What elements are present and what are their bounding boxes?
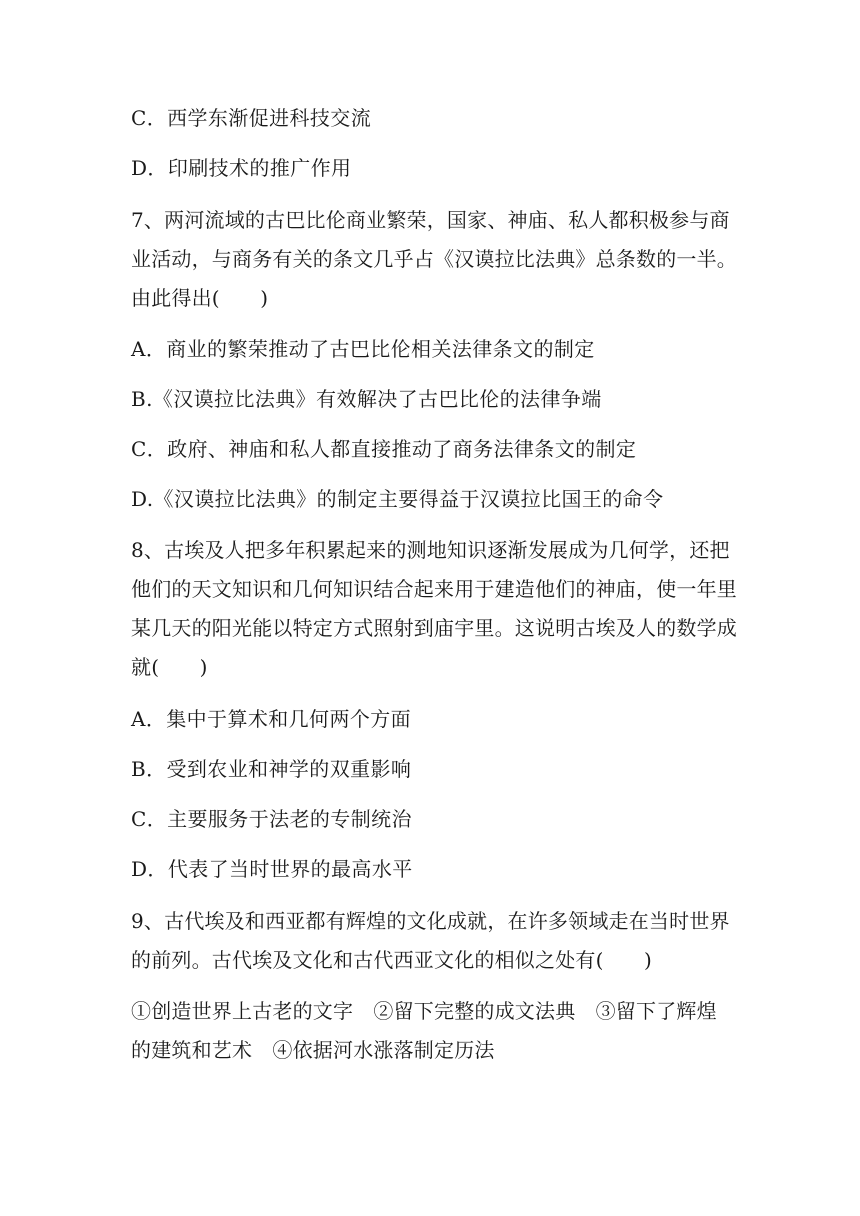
q8-option-c: C．主要服务于法老的专制统治 (131, 807, 412, 831)
q7-option-c: C．政府、神庙和私人都直接推动了商务法律条文的制定 (131, 437, 637, 461)
q9-items-line-1: ①创造世界上古老的文字 ②留下完整的成文法典 ③留下了辉煌 (131, 999, 717, 1023)
q8-stem-line-3: 某几天的阳光能以特定方式照射到庙宇里。这说明古埃及人的数学成 (131, 616, 737, 640)
q6-option-d: D．印刷技术的推广作用 (131, 156, 352, 180)
q8-stem-line-2: 他们的天文知识和几何知识结合起来用于建造他们的神庙，使一年里 (131, 577, 737, 601)
q8-option-a: A．集中于算术和几何两个方面 (131, 707, 412, 731)
q7-stem-line-3: 由此得出( ) (131, 286, 269, 310)
q7-stem-line-1: 7、两河流域的古巴比伦商业繁荣，国家、神庙、私人都积极参与商 (131, 208, 730, 232)
q7-option-d: D.《汉谟拉比法典》的制定主要得益于汉谟拉比国王的命令 (131, 487, 664, 511)
q8-option-b: B．受到农业和神学的双重影响 (131, 757, 412, 781)
q9-items-line-2: 的建筑和艺术 ④依据河水涨落制定历法 (131, 1038, 495, 1062)
q6-option-c: C．西学东渐促进科技交流 (131, 106, 372, 130)
q7-stem-line-2: 业活动，与商务有关的条文几乎占《汉谟拉比法典》总条数的一半。 (131, 247, 737, 271)
q9-stem-line-2: 的前列。古代埃及文化和古代西亚文化的相似之处有( ) (131, 948, 653, 972)
q8-option-d: D．代表了当时世界的最高水平 (131, 857, 413, 881)
q8-stem-line-4: 就( ) (131, 655, 208, 679)
q7-option-b: B.《汉谟拉比法典》有效解决了古巴比伦的法律争端 (131, 387, 602, 411)
q8-stem-line-1: 8、古埃及人把多年积累起来的测地知识逐渐发展成为几何学，还把 (131, 538, 730, 562)
q7-option-a: A．商业的繁荣推动了古巴比伦相关法律条文的制定 (131, 337, 595, 361)
q9-stem-line-1: 9、古代埃及和西亚都有辉煌的文化成就，在许多领域走在当时世界 (131, 909, 730, 933)
